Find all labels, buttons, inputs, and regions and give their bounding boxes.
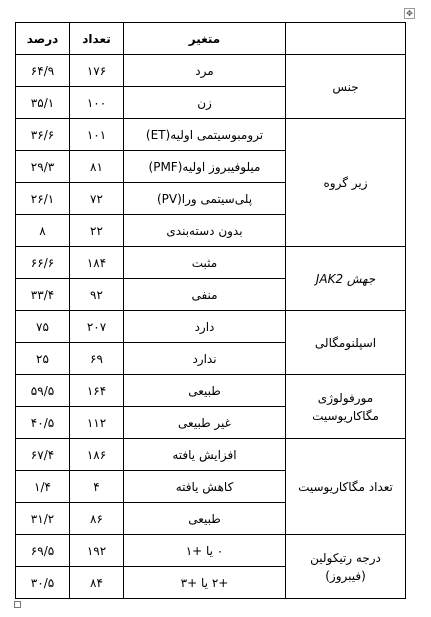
variable-cell: مثبت xyxy=(124,247,286,279)
variable-cell: دارد xyxy=(124,311,286,343)
variable-cell: منفی xyxy=(124,279,286,311)
percent-cell: ۲۵ xyxy=(16,343,70,375)
variable-cell: ۰ یا +۱ xyxy=(124,535,286,567)
table-row xyxy=(16,375,406,407)
group-label: جنس xyxy=(286,55,406,119)
count-cell: ۱۹۲ xyxy=(70,535,124,567)
percent-cell: ۶۴/۹ xyxy=(16,55,70,87)
group-label: تعداد مگاکاریوسیت xyxy=(286,439,406,535)
variable-cell: بدون دسته‌بندی xyxy=(124,215,286,247)
group-label: اسپلنومگالی xyxy=(286,311,406,375)
header-row xyxy=(16,23,406,55)
header-variable: متغیر xyxy=(124,23,286,55)
table-move-handle-icon[interactable]: ✥ xyxy=(404,8,415,19)
table-row xyxy=(16,439,406,471)
count-cell: ۱۰۰ xyxy=(70,87,124,119)
variable-cell: طبیعی xyxy=(124,503,286,535)
count-cell: ۱۸۶ xyxy=(70,439,124,471)
variable-cell: کاهش یافته xyxy=(124,471,286,503)
percent-cell: ۳۶/۶ xyxy=(16,119,70,151)
percent-cell: ۳۰/۵ xyxy=(16,567,70,599)
percent-cell: ۶۹/۵ xyxy=(16,535,70,567)
count-cell: ۸۶ xyxy=(70,503,124,535)
percent-cell: ۳۳/۴ xyxy=(16,279,70,311)
percent-cell: ۲۹/۳ xyxy=(16,151,70,183)
group-label: درجه رتیکولین (فیبروز) xyxy=(286,535,406,599)
variable-cell: زن xyxy=(124,87,286,119)
percent-cell: ۲۶/۱ xyxy=(16,183,70,215)
count-cell: ۱۱۲ xyxy=(70,407,124,439)
count-cell: ۱۰۱ xyxy=(70,119,124,151)
percent-cell: ۴۰/۵ xyxy=(16,407,70,439)
count-cell: ۹۲ xyxy=(70,279,124,311)
variable-cell: مرد xyxy=(124,55,286,87)
count-cell: ۴ xyxy=(70,471,124,503)
percent-cell: ۳۵/۱ xyxy=(16,87,70,119)
variable-cell: افزایش یافته xyxy=(124,439,286,471)
table-row xyxy=(16,535,406,567)
percent-cell: ۶۶/۶ xyxy=(16,247,70,279)
table-resize-handle-icon[interactable] xyxy=(14,601,21,608)
percent-cell: ۸ xyxy=(16,215,70,247)
variable-cell: ترومبوسیتمی اولیه(ET) xyxy=(124,119,286,151)
count-cell: ۲۰۷ xyxy=(70,311,124,343)
header-group xyxy=(286,23,406,55)
group-label: زیر گروه xyxy=(286,119,406,247)
percent-cell: ۵۹/۵ xyxy=(16,375,70,407)
count-cell: ۸۱ xyxy=(70,151,124,183)
count-cell: ۱۷۶ xyxy=(70,55,124,87)
percent-cell: ۳۱/۲ xyxy=(16,503,70,535)
header-percent: درصد xyxy=(16,23,70,55)
table-row xyxy=(16,247,406,279)
percent-cell: ۷۵ xyxy=(16,311,70,343)
variable-cell: میلوفیبروز اولیه(PMF) xyxy=(124,151,286,183)
data-table xyxy=(15,22,406,599)
table-row xyxy=(16,311,406,343)
variable-cell: ندارد xyxy=(124,343,286,375)
table-row xyxy=(16,119,406,151)
count-cell: ۱۶۴ xyxy=(70,375,124,407)
variable-cell: پلی‌سیتمی ورا(PV) xyxy=(124,183,286,215)
count-cell: ۲۲ xyxy=(70,215,124,247)
count-cell: ۸۴ xyxy=(70,567,124,599)
count-cell: ۷۲ xyxy=(70,183,124,215)
count-cell: ۶۹ xyxy=(70,343,124,375)
percent-cell: ۶۷/۴ xyxy=(16,439,70,471)
percent-cell: ۱/۴ xyxy=(16,471,70,503)
variable-cell: طبیعی xyxy=(124,375,286,407)
variable-cell: +۲ یا +۳ xyxy=(124,567,286,599)
group-label: جهش JAK2 xyxy=(286,247,406,311)
variable-cell: غیر طبیعی xyxy=(124,407,286,439)
table-row xyxy=(16,55,406,87)
group-label: مورفولوژی مگاکاریوسیت xyxy=(286,375,406,439)
count-cell: ۱۸۴ xyxy=(70,247,124,279)
header-count: تعداد xyxy=(70,23,124,55)
